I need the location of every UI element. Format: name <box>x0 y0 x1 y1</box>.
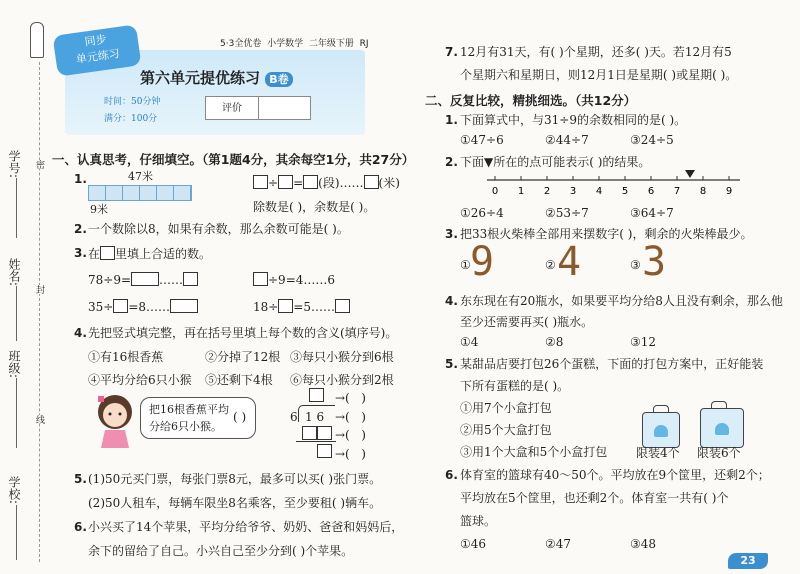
q3-d: 18÷ =5…… <box>253 299 350 315</box>
q4-arrow-2: →( ) <box>335 410 366 424</box>
c1-option-c: ③24÷5 <box>630 133 674 147</box>
tick-label-6: 6 <box>647 186 655 197</box>
tick-label-5: 5 <box>621 186 629 197</box>
c5-line2: 下所有蛋糕的是( )。 <box>460 379 570 393</box>
gutter-name: 姓名: <box>7 258 21 287</box>
bar-diagram <box>88 185 192 201</box>
section-2-header: 二、反复比较，精挑细选。（共12分） <box>425 93 637 108</box>
dividend-16: 1 6 <box>305 410 325 424</box>
c5-option-c: ③用1个大盒和5个小盒打包 <box>460 445 608 459</box>
c5-line1: 某甜品店要打包26个蛋糕，下面的打包方案中，正好能装 <box>460 357 764 371</box>
tick-label-7: 7 <box>673 186 681 197</box>
c3-option-a: ① <box>460 258 471 272</box>
c3-text: 把33根火柴棒全部用来摆数字( )，剩余的火柴棒最少。 <box>460 227 753 241</box>
marker-triangle <box>685 170 695 178</box>
girl-illustration <box>92 390 138 450</box>
q4-arrow-3: →( ) <box>335 428 366 442</box>
q4-option-2: ②分掉了12根 <box>205 350 281 364</box>
c4-option-c: ③12 <box>630 335 657 349</box>
c4-line2: 至少还需要再买( )瓶水。 <box>460 315 594 329</box>
c3-option-c: ③ <box>630 258 641 272</box>
q3-c: 35÷ =8…… <box>88 299 198 315</box>
q1-equation: ÷ = (段)…… (米) <box>253 175 400 191</box>
matchstick-digit-3: 3 <box>642 239 667 285</box>
c6-line3: 篮球。 <box>460 514 497 528</box>
small-box-label: 限装4个 <box>636 446 680 460</box>
speech-bubble: 把16根香蕉平均 分给6只小猴。 <box>140 397 256 439</box>
rocket-icon <box>30 22 44 58</box>
tick-label-1: 1 <box>517 186 525 197</box>
c4-option-b: ②8 <box>545 335 564 349</box>
matchstick-digit-4: 4 <box>557 239 582 285</box>
small-box-icon <box>642 412 680 448</box>
q6-line1: 小兴买了14个苹果，平均分给爷爷、奶奶、爸爸和妈妈后， <box>88 520 404 534</box>
series-info: 5·3全优卷 小学数学 二年级下册 RJ <box>220 39 369 49</box>
q4-blank-left: ( ) <box>233 410 247 424</box>
tick-label-3: 3 <box>569 186 577 197</box>
gutter-line: 线 <box>34 415 44 424</box>
c2-option-b: ②53÷7 <box>545 206 589 220</box>
q7-line1: 12月有31天，有( )个星期，还多( )天。若12月有5 <box>460 45 732 59</box>
c3-option-b: ② <box>545 258 556 272</box>
bar-segment-label: 9米 <box>90 203 108 216</box>
q5-line1: (1)50元买门票，每张门票8元，最多可以买( )张门票。 <box>88 472 382 486</box>
c4-line1: 东东现在有20瓶水，如果要平均分给8人且没有剩余，那么他 <box>460 294 783 308</box>
q3-text: 在 里填上合适的数。 <box>88 247 212 261</box>
tick-label-9: 9 <box>725 186 733 197</box>
c2-option-a: ①26÷4 <box>460 206 504 220</box>
c6-option-a: ①46 <box>460 537 487 551</box>
tick-label-4: 4 <box>595 186 603 197</box>
tick-label-8: 8 <box>699 186 707 197</box>
title-tag: B卷 <box>265 72 292 87</box>
gutter-seal-dense: 密 <box>34 160 44 169</box>
q7-line2: 个星期六和星期日，则12月1日是星期( )或星期( )。 <box>460 68 738 82</box>
c6-option-b: ②47 <box>545 537 572 551</box>
long-division-bracket <box>298 405 335 422</box>
c1-option-a: ①47÷6 <box>460 133 504 147</box>
q4-text: 先把竖式填完整，再在括号里填上每个数的含义(填序号)。 <box>88 326 398 340</box>
c5-option-a: ①用7个小盒打包 <box>460 401 552 415</box>
c6-line1: 体育室的篮球有40～50个。平均放在9个筐里，还剩2个； <box>460 468 770 482</box>
big-box-label: 限装6个 <box>697 446 741 460</box>
badge: 同步 单元练习 <box>53 24 142 76</box>
q1-line2: 除数是( )，余数是( )。 <box>253 200 376 214</box>
tick-label-0: 0 <box>491 186 499 197</box>
big-box-icon <box>700 408 744 448</box>
number-line <box>485 170 740 200</box>
c5-option-b: ②用5个大盒打包 <box>460 423 552 437</box>
matchstick-digit-9: 9 <box>470 239 495 285</box>
time-limit: 时间：50分钟 <box>104 97 161 107</box>
q5-line2: (2)50人租车，每辆车限坐8名乘客，至少要租( )辆车。 <box>88 496 382 510</box>
gutter-class: 班级: <box>7 350 21 379</box>
c1-option-b: ②44÷7 <box>545 133 589 147</box>
q4-option-5: ⑤还剩下4根 <box>205 373 273 387</box>
gutter-number: 学号: <box>7 150 21 179</box>
q4-option-6: ⑥每只小猴分到2根 <box>290 373 394 387</box>
quotient-box <box>309 388 324 402</box>
q4-option-3: ③每只小猴分到6根 <box>290 350 394 364</box>
eval-box: 评价 <box>205 96 311 120</box>
divisor-6: 6 <box>290 410 298 424</box>
c6-option-c: ③48 <box>630 537 657 551</box>
q3-a: 78÷9= …… <box>88 272 198 288</box>
c6-line2: 平均放在5个筐里，也还剩2个。体育室一共有( )个 <box>460 491 729 505</box>
section-1-header: 一、认真思考，仔细填空。（第1题4分，其余每空1分，共27分） <box>52 152 415 167</box>
page-number: 23 <box>728 553 768 569</box>
c1-text: 下面算式中，与31÷9的余数相同的是( )。 <box>460 113 687 127</box>
q4-arrow-1: →( ) <box>335 391 366 405</box>
c2-option-c: ③64÷7 <box>630 206 674 220</box>
bar-total-label: 47米 <box>128 170 153 183</box>
gutter-school: 学校: <box>7 476 21 505</box>
page-title: 第六单元提优练习 B卷 <box>140 67 293 88</box>
q3-b: ÷9=4……6 <box>253 272 335 288</box>
gutter-seal: 封 <box>34 285 44 294</box>
tick-label-2: 2 <box>543 186 551 197</box>
q2-text: 一个数除以8，如果有余数，那么余数可能是( )。 <box>88 222 349 236</box>
q4-arrow-4: →( ) <box>335 447 366 461</box>
c4-option-a: ①4 <box>460 335 479 349</box>
q6-line2: 余下的留给了自己。小兴自己至少分到( )个苹果。 <box>88 544 354 558</box>
c2-text: 下面▼所在的点可能表示( )的结果。 <box>460 155 651 169</box>
q4-option-4: ④平均分给6只小猴 <box>88 373 192 387</box>
q4-option-1: ①有16根香蕉 <box>88 350 164 364</box>
full-score: 满分：100分 <box>104 114 158 124</box>
